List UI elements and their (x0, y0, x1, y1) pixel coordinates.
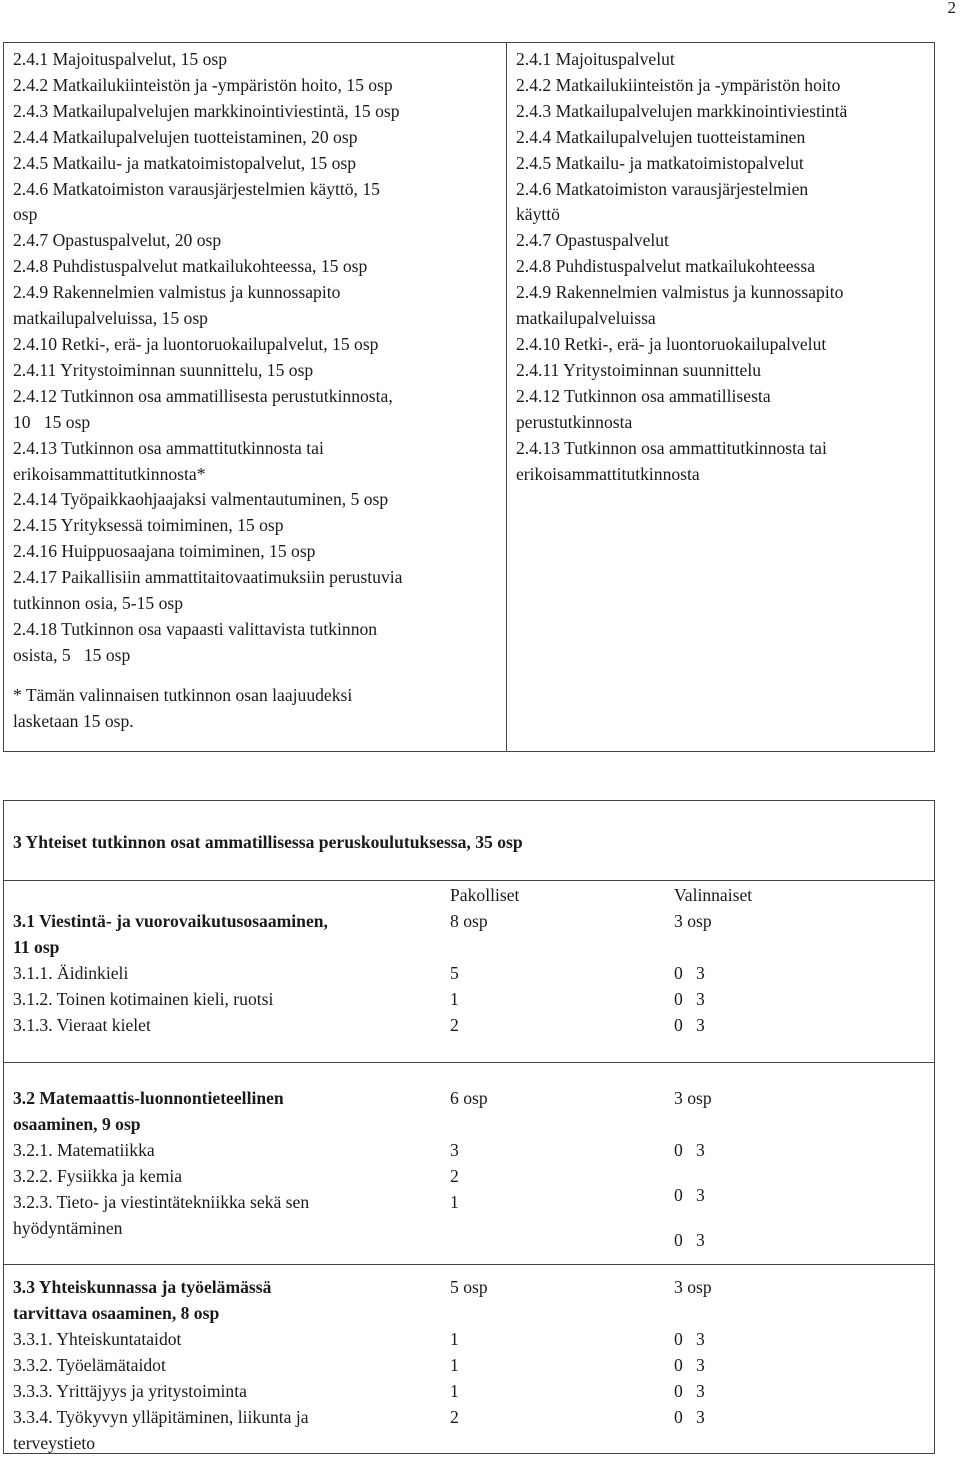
common-units-table (3, 800, 935, 1454)
right-module-line: erikoisammattitutkinnosta (516, 463, 700, 484)
item-label: 3.2.3. Tieto- ja viestintätekniikka sekä sen (13, 1192, 310, 1212)
footnote (13, 683, 506, 735)
title-divider (4, 880, 934, 881)
left-module-line: tutkinnon osia, 5-15 osp (13, 593, 184, 614)
right-module-line: 2.4.10 Retki-, erä- ja luontoruokailupalvelut (516, 333, 827, 354)
right-module-line: 2.4.6 Matkatoimiston varausjärjestelmien (516, 178, 809, 199)
left-module-line: erikoisammattitutkinnosta* (13, 463, 206, 484)
item-mandatory: 1 (450, 1192, 459, 1212)
left-module-line: osista, 5 15 osp (13, 644, 131, 665)
right-module-line: 2.4.5 Matkailu- ja matkatoimistopalvelut (516, 152, 804, 173)
left-module-line: 2.4.11 Yritystoiminnan suunnittelu, 15 osp (13, 359, 314, 380)
right-module-line: 2.4.7 Opastuspalvelut (516, 230, 669, 251)
left-module-line: 10 15 osp (13, 411, 91, 432)
item-mandatory: 1 (450, 1381, 459, 1401)
group-mandatory: 5 osp (450, 1277, 488, 1297)
module-list-left-column (4, 43, 507, 751)
item-optional: 0 3 (674, 1329, 705, 1349)
item-label: 3.2.2. Fysiikka ja kemia (13, 1166, 183, 1186)
item-optional: 0 3 (674, 1407, 705, 1427)
group-divider (4, 1062, 934, 1063)
left-module-line: 2.4.15 Yrityksessä toimiminen, 15 osp (13, 515, 284, 536)
group-heading: 3.2 Matemaattis-luonnontieteellinen (13, 1088, 284, 1108)
left-module-line: 2.4.2 Matkailukiinteistön ja -ympäristön hoito, 15 osp (13, 74, 393, 95)
item-label: 3.3.4. Työkyvyn ylläpitäminen, liikunta ja (13, 1407, 309, 1427)
group-optional: 3 osp (674, 1277, 712, 1297)
module-list-table (3, 42, 935, 752)
left-module-line: 2.4.12 Tutkinnon osa ammatillisesta perustutkinnosta, (13, 385, 393, 406)
left-module-line: 2.4.14 Työpaikkaohjaajaksi valmentautuminen, 5 osp (13, 489, 389, 510)
right-module-line: 2.4.8 Puhdistuspalvelut matkailukohteessa (516, 256, 816, 277)
right-module-line: 2.4.1 Majoituspalvelut (516, 49, 675, 69)
right-module-line: 2.4.13 Tutkinnon osa ammattitutkinnosta tai (516, 437, 827, 458)
item-label: 3.2.1. Matematiikka (13, 1140, 155, 1160)
right-module-line: perustutkinnosta (516, 411, 633, 432)
group-optional: 3 osp (674, 1088, 712, 1108)
item-label: hyödyntäminen (13, 1218, 123, 1238)
item-mandatory: 2 (450, 1166, 459, 1186)
item-mandatory: 1 (450, 1355, 459, 1375)
right-module-line: 2.4.4 Matkailupalvelujen tuotteistaminen (516, 126, 806, 147)
left-module-line: 2.4.7 Opastuspalvelut, 20 osp (13, 230, 222, 251)
item-optional: 0 3 (674, 1355, 705, 1375)
group-optional: 3 osp (674, 911, 712, 931)
item-label: 3.1.3. Vieraat kielet (13, 1015, 151, 1035)
item-mandatory: 2 (450, 1015, 459, 1035)
right-module-line: käyttö (516, 204, 560, 225)
item-mandatory: 3 (450, 1140, 459, 1160)
left-module-line: osp (13, 204, 38, 225)
left-module-lines (13, 47, 506, 669)
header-optional: Valinnaiset (674, 885, 753, 905)
group-heading: 3.3 Yhteiskunnassa ja työelämässä (13, 1277, 272, 1297)
left-module-line: 2.4.16 Huippuosaajana toimiminen, 15 osp (13, 541, 316, 562)
group-heading: 3.1 Viestintä- ja vuorovaikutusosaaminen, (13, 911, 328, 931)
item-mandatory: 1 (450, 989, 459, 1009)
common-units-title: 3 Yhteiset tutkinnon osat ammatillisessa peruskoulutuksessa, 35 osp (13, 832, 523, 852)
right-module-line: 2.4.2 Matkailukiinteistön ja -ympäristön hoito (516, 74, 841, 95)
item-optional: 0 3 (674, 989, 705, 1009)
header-mandatory: Pakolliset (450, 885, 520, 905)
footnote-line: lasketaan 15 osp. (13, 710, 134, 731)
item-optional: 0 3 (674, 1185, 705, 1205)
module-list-right-column (507, 43, 934, 751)
item-optional: 0 3 (674, 1015, 705, 1035)
group-heading: osaaminen, 9 osp (13, 1114, 141, 1134)
left-module-line: 2.4.4 Matkailupalvelujen tuotteistaminen, 20 osp (13, 126, 358, 147)
item-label: 3.3.2. Työelämätaidot (13, 1355, 166, 1375)
left-module-line: 2.4.3 Matkailupalvelujen markkinointiviestintä, 15 osp (13, 100, 400, 121)
left-module-line: 2.4.10 Retki-, erä- ja luontoruokailupalvelut, 15 osp (13, 333, 379, 354)
group-heading: 11 osp (13, 937, 60, 957)
right-module-line: 2.4.11 Yritystoiminnan suunnittelu (516, 359, 761, 380)
item-label: 3.1.2. Toinen kotimainen kieli, ruotsi (13, 989, 274, 1009)
left-module-line: 2.4.8 Puhdistuspalvelut matkailukohteessa, 15 osp (13, 256, 368, 277)
left-module-line: 2.4.9 Rakennelmien valmistus ja kunnossapito (13, 282, 341, 303)
item-optional: 0 3 (674, 1230, 705, 1250)
item-optional: 0 3 (674, 1140, 705, 1160)
footnote-line: * Tämän valinnaisen tutkinnon osan laajuudeksi (13, 684, 353, 705)
right-module-line: 2.4.9 Rakennelmien valmistus ja kunnossapito (516, 282, 844, 303)
left-module-line: 2.4.13 Tutkinnon osa ammattitutkinnosta tai (13, 437, 324, 458)
page-number: 2 (947, 0, 956, 17)
item-label: 3.1.1. Äidinkieli (13, 963, 129, 983)
item-mandatory: 1 (450, 1329, 459, 1349)
group-mandatory: 8 osp (450, 911, 488, 931)
right-module-line: matkailupalveluissa (516, 308, 656, 329)
item-label: 3.3.1. Yhteiskuntataidot (13, 1329, 182, 1349)
left-module-line: 2.4.5 Matkailu- ja matkatoimistopalvelut, 15 osp (13, 152, 357, 173)
item-label: 3.3.3. Yrittäjyys ja yritystoiminta (13, 1381, 247, 1401)
group-mandatory: 6 osp (450, 1088, 488, 1108)
right-module-line: 2.4.12 Tutkinnon osa ammatillisesta (516, 385, 771, 406)
left-module-line: 2.4.17 Paikallisiin ammattitaitovaatimuksiin perustuvia (13, 567, 403, 588)
item-label: terveystieto (13, 1433, 96, 1453)
item-mandatory: 2 (450, 1407, 459, 1427)
right-module-line: 2.4.3 Matkailupalvelujen markkinointiviestintä (516, 100, 848, 121)
item-optional: 0 3 (674, 963, 705, 983)
left-module-line: matkailupalveluissa, 15 osp (13, 308, 208, 329)
group-divider (4, 1264, 934, 1265)
left-module-line: 2.4.18 Tutkinnon osa vapaasti valittavista tutkinnon (13, 618, 378, 639)
item-mandatory: 5 (450, 963, 459, 983)
left-module-line: 2.4.1 Majoituspalvelut, 15 osp (13, 49, 228, 69)
left-module-line: 2.4.6 Matkatoimiston varausjärjestelmien käyttö, 15 (13, 178, 380, 199)
item-optional: 0 3 (674, 1381, 705, 1401)
group-heading: tarvittava osaaminen, 8 osp (13, 1303, 220, 1323)
